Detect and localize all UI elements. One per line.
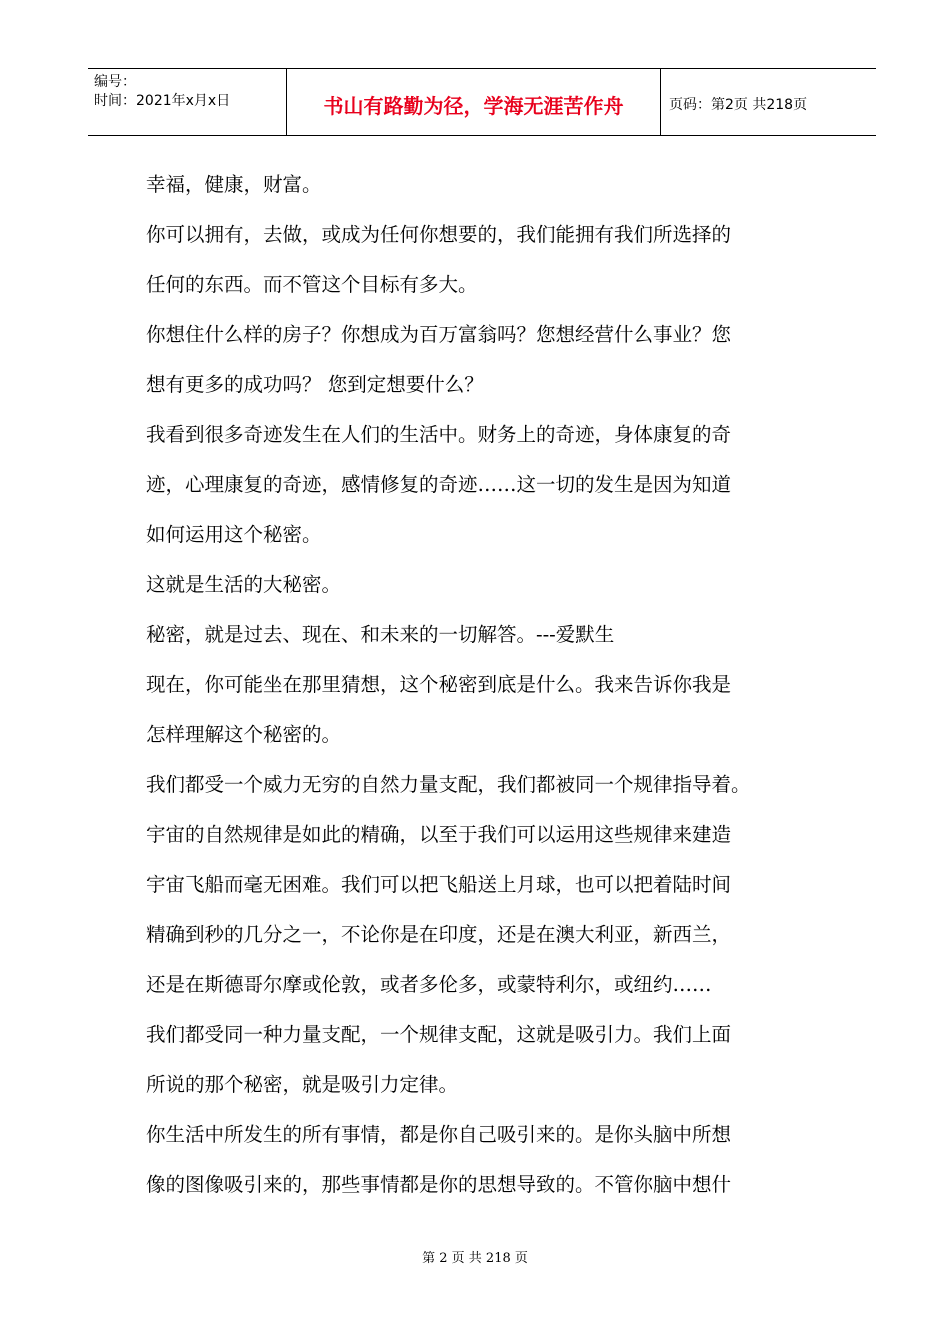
- header-meta: [88, 69, 287, 135]
- body-line: 怎样理解这个秘密的。: [146, 723, 342, 746]
- body-line: 我们都受一个威力无穷的自然力量支配，我们都被同一个规律指导着。: [146, 773, 751, 796]
- body-line: 你生活中所发生的所有事情，都是你自己吸引来的。是你头脑中所想: [146, 1123, 732, 1146]
- body-line: 你可以拥有，去做，或成为任何你想要的，我们能拥有我们所选择的: [146, 223, 732, 246]
- body-line: 这就是生活的大秘密。: [146, 573, 342, 596]
- document-time-label: 时间：2021年x月x日: [94, 93, 231, 109]
- body-line: 想有更多的成功吗？ 您到定想要什么？: [146, 373, 484, 396]
- body-line: 我看到很多奇迹发生在人们的生活中。财务上的奇迹，身体康复的奇: [146, 423, 732, 446]
- page-header: [88, 68, 876, 136]
- page-footer: 第 2 页 共 218 页: [422, 1251, 528, 1266]
- document-body: [146, 160, 846, 1210]
- body-line: 像的图像吸引来的，那些事情都是你的思想导致的。不管你脑中想什: [146, 1173, 732, 1196]
- document-number-label: 编号：: [94, 74, 136, 90]
- body-line: 如何运用这个秘密。: [146, 523, 322, 546]
- body-line: 精确到秒的几分之一，不论你是在印度，还是在澳大利亚，新西兰，: [146, 923, 732, 946]
- header-page-info: 页码：第2页 共218页: [669, 97, 808, 113]
- body-line: 所说的那个秘密，就是吸引力定律。: [146, 1073, 459, 1096]
- body-line: 现在，你可能坐在那里猜想，这个秘密到底是什么。我来告诉你我是: [146, 673, 732, 696]
- body-line: 你想住什么样的房子？你想成为百万富翁吗？您想经营什么事业？您: [146, 323, 732, 346]
- body-line: 任何的东西。而不管这个目标有多大。: [146, 273, 478, 296]
- header-motto: 书山有路勤为径，学海无涯苦作舟: [287, 69, 661, 135]
- body-line: 我们都受同一种力量支配，一个规律支配，这就是吸引力。我们上面: [146, 1023, 732, 1046]
- body-line: 宇宙飞船而毫无困难。我们可以把飞船送上月球，也可以把着陆时间: [146, 873, 732, 896]
- body-line: 迹，心理康复的奇迹，感情修复的奇迹……这一切的发生是因为知道: [146, 473, 732, 496]
- body-line: 幸福，健康，财富。: [146, 173, 322, 196]
- body-line: 还是在斯德哥尔摩或伦敦，或者多伦多，或蒙特利尔，或纽约……: [146, 973, 712, 996]
- body-line: 秘密，就是过去、现在、和未来的一切解答。---爱默生: [146, 623, 615, 646]
- body-line: 宇宙的自然规律是如此的精确，以至于我们可以运用这些规律来建造: [146, 823, 732, 846]
